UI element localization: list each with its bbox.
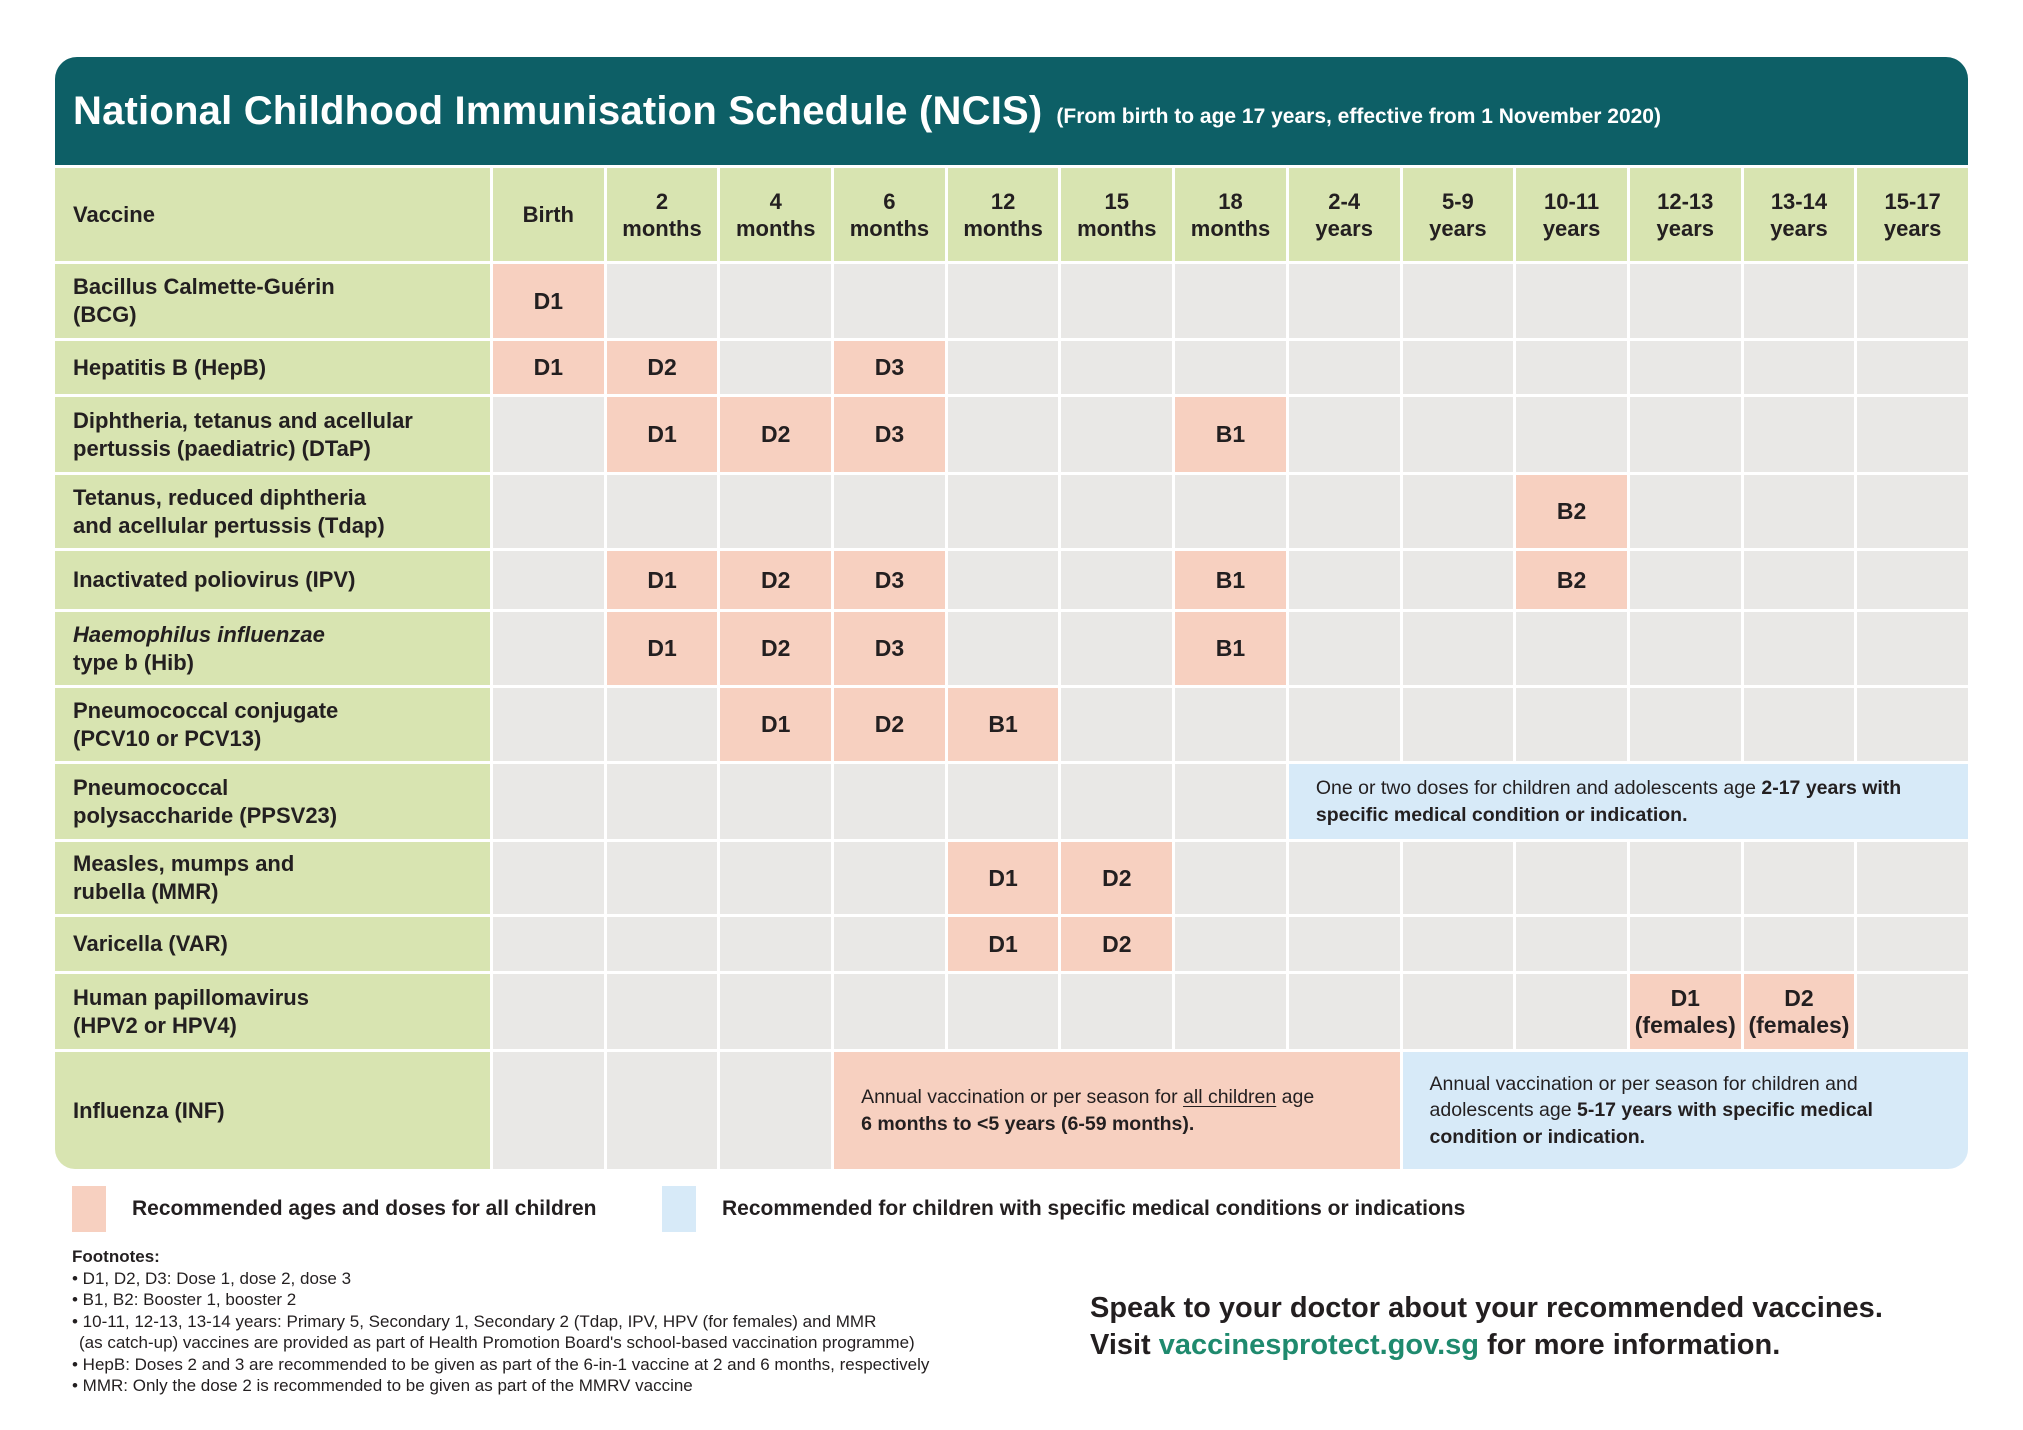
empty-cell [1516,974,1627,1049]
empty-cell [493,397,604,472]
empty-cell [1744,612,1855,685]
dose-cell: D1 (females) [1630,974,1741,1049]
empty-cell [1175,264,1286,338]
dose-cell: D1 [607,551,718,609]
empty-cell [1857,917,1968,971]
dose-cell: B2 [1516,475,1627,548]
empty-cell [948,475,1059,548]
empty-cell [1630,612,1741,685]
cta-visit-text: Visit [1090,1329,1159,1361]
vaccine-name: Bacillus Calmette-Guérin (BCG) [55,264,490,338]
empty-cell [1403,688,1514,761]
legend-item-medical-conditions [662,1186,1465,1232]
empty-cell [1857,341,1968,394]
column-header-vaccine: Vaccine [55,168,490,261]
empty-cell [1175,688,1286,761]
empty-cell [1630,917,1741,971]
empty-cell [1403,551,1514,609]
column-header: 18 months [1175,168,1286,261]
website-link[interactable]: vaccinesprotect.gov.sg [1158,1329,1479,1361]
empty-cell [1403,612,1514,685]
footnotes-heading: Footnotes: [72,1247,160,1266]
column-header: 13-14 years [1744,168,1855,261]
vaccine-name: Inactivated poliovirus (IPV) [55,551,490,609]
empty-cell [720,842,831,914]
dose-cell: D2 [607,341,718,394]
dose-cell: D2 [1061,917,1172,971]
dose-cell: D1 [607,397,718,472]
column-header: 15-17 years [1857,168,1968,261]
empty-cell [948,612,1059,685]
column-header: 10-11 years [1516,168,1627,261]
pink-swatch-icon [72,1186,106,1232]
page-title: National Childhood Immunisation Schedule (NCIS) [73,88,1043,133]
empty-cell [1744,917,1855,971]
dose-cell: D2 [1061,842,1172,914]
empty-cell [1175,764,1286,839]
empty-cell [1857,974,1968,1049]
empty-cell [1857,475,1968,548]
vaccine-name: Varicella (VAR) [55,917,490,971]
empty-cell [948,341,1059,394]
empty-cell [607,917,718,971]
empty-cell [948,974,1059,1049]
call-to-action [1090,1290,1883,1364]
empty-cell [607,974,718,1049]
empty-cell [834,264,945,338]
dose-cell: D1 [493,341,604,394]
empty-cell [948,551,1059,609]
empty-cell [1061,264,1172,338]
empty-cell [1061,341,1172,394]
empty-cell [1630,842,1741,914]
empty-cell [1289,917,1400,971]
immunisation-schedule-table [55,168,1968,1169]
empty-cell [1289,612,1400,685]
empty-cell [1516,917,1627,971]
empty-cell [1289,475,1400,548]
cta-line2 [1090,1327,1883,1364]
empty-cell [1630,551,1741,609]
dose-cell: D1 [607,612,718,685]
dose-cell: D3 [834,341,945,394]
empty-cell [948,264,1059,338]
empty-cell [948,764,1059,839]
empty-cell [493,688,604,761]
empty-cell [1061,397,1172,472]
empty-cell [1175,842,1286,914]
empty-cell [1516,688,1627,761]
empty-cell [1175,475,1286,548]
empty-cell [1744,264,1855,338]
footnote-line: (as catch-up) vaccines are provided as part of Health Promotion Board's school-based vaccination programme) [79,1333,915,1352]
empty-cell [720,764,831,839]
empty-cell [607,264,718,338]
vaccine-name: Measles, mumps and rubella (MMR) [55,842,490,914]
note-pink-cell: Annual vaccination or per season for all children age 6 months to <5 years (6-59 months). [834,1052,1399,1169]
empty-cell [1516,341,1627,394]
empty-cell [1857,688,1968,761]
empty-cell [1061,551,1172,609]
empty-cell [720,974,831,1049]
dose-cell: B1 [1175,551,1286,609]
column-header: Birth [493,168,604,261]
dose-cell: D2 (females) [1744,974,1855,1049]
empty-cell [493,917,604,971]
blue-swatch-icon [662,1186,696,1232]
column-header: 12-13 years [1630,168,1741,261]
note-blue-cell: One or two doses for children and adolescents age 2-17 years with specific medical condition or indication. [1289,764,1968,839]
empty-cell [720,917,831,971]
vaccine-name: Human papillomavirus (HPV2 or HPV4) [55,974,490,1049]
dose-cell: D3 [834,397,945,472]
empty-cell [1403,974,1514,1049]
footnote-line: • HepB: Doses 2 and 3 are recommended to be given as part of the 6-in-1 vaccine at 2 and 6 months, respectively [72,1354,930,1374]
empty-cell [493,1052,604,1169]
empty-cell [607,764,718,839]
empty-cell [493,842,604,914]
empty-cell [493,551,604,609]
empty-cell [493,974,604,1049]
empty-cell [1630,475,1741,548]
empty-cell [1630,688,1741,761]
empty-cell [1289,688,1400,761]
dose-cell: B1 [1175,397,1286,472]
dose-cell: D2 [834,688,945,761]
empty-cell [1289,397,1400,472]
title-banner [55,57,1968,165]
dose-cell: D2 [720,612,831,685]
vaccine-name: Pneumococcal conjugate (PCV10 or PCV13) [55,688,490,761]
empty-cell [1744,842,1855,914]
dose-cell: D1 [720,688,831,761]
dose-cell: B2 [1516,551,1627,609]
dose-cell: D1 [948,917,1059,971]
legend-label: Recommended for children with specific medical conditions or indications [722,1197,1466,1220]
empty-cell [493,764,604,839]
empty-cell [1744,341,1855,394]
empty-cell [1516,397,1627,472]
column-header: 4 months [720,168,831,261]
empty-cell [493,612,604,685]
empty-cell [1857,842,1968,914]
empty-cell [1744,688,1855,761]
empty-cell [1744,397,1855,472]
note-blue-cell: Annual vaccination or per season for children and adolescents age 5-17 years with specific medical condition or indication. [1403,1052,1968,1169]
column-header: 2-4 years [1289,168,1400,261]
column-header: 2 months [607,168,718,261]
empty-cell [1289,974,1400,1049]
empty-cell [720,475,831,548]
empty-cell [493,475,604,548]
empty-cell [1175,974,1286,1049]
empty-cell [1403,842,1514,914]
empty-cell [1516,842,1627,914]
empty-cell [1516,264,1627,338]
empty-cell [834,764,945,839]
vaccine-name: Pneumococcal polysaccharide (PPSV23) [55,764,490,839]
footnote-line: • 10-11, 12-13, 13-14 years: Primary 5, Secondary 1, Secondary 2 (Tdap, IPV, HPV (for females) and MMR [72,1311,877,1331]
empty-cell [948,397,1059,472]
empty-cell [1744,551,1855,609]
empty-cell [1403,475,1514,548]
empty-cell [607,1052,718,1169]
footnote-line: • MMR: Only the dose 2 is recommended to be given as part of the MMRV vaccine [72,1376,693,1395]
dose-cell: D3 [834,551,945,609]
empty-cell [1630,397,1741,472]
vaccine-name: Haemophilus influenzae type b (Hib) [55,612,490,685]
empty-cell [1744,475,1855,548]
empty-cell [834,974,945,1049]
footnote-line: • D1, D2, D3: Dose 1, dose 2, dose 3 [72,1268,352,1288]
empty-cell [1857,397,1968,472]
empty-cell [607,475,718,548]
empty-cell [720,341,831,394]
dose-cell: D2 [720,397,831,472]
cta-line1: Speak to your doctor about your recommended vaccines. [1090,1292,1883,1324]
dose-cell: B1 [948,688,1059,761]
empty-cell [607,688,718,761]
vaccine-name: Diphtheria, tetanus and acellular pertussis (paediatric) (DTaP) [55,397,490,472]
empty-cell [1175,917,1286,971]
footnote-line: • B1, B2: Booster 1, booster 2 [72,1290,297,1309]
empty-cell [834,475,945,548]
empty-cell [1630,264,1741,338]
dose-cell: B1 [1175,612,1286,685]
dose-cell: D2 [720,551,831,609]
empty-cell [834,842,945,914]
column-header: 15 months [1061,168,1172,261]
empty-cell [1516,612,1627,685]
cta-more-info-text: for more information. [1478,1329,1781,1361]
column-header: 12 months [948,168,1059,261]
empty-cell [1061,764,1172,839]
empty-cell [1857,551,1968,609]
empty-cell [720,264,831,338]
empty-cell [1061,688,1172,761]
empty-cell [1857,264,1968,338]
footnotes [72,1246,929,1397]
page-subtitle: (From birth to age 17 years, effective from 1 November 2020) [1056,105,1661,128]
empty-cell [1289,842,1400,914]
empty-cell [1403,264,1514,338]
empty-cell [1061,612,1172,685]
dose-cell: D1 [948,842,1059,914]
column-header: 5-9 years [1403,168,1514,261]
empty-cell [834,917,945,971]
empty-cell [1403,917,1514,971]
dose-cell: D1 [493,264,604,338]
vaccine-name: Tetanus, reduced diphtheria and acellular pertussis (Tdap) [55,475,490,548]
empty-cell [1289,341,1400,394]
vaccine-name: Influenza (INF) [55,1052,490,1169]
empty-cell [1175,341,1286,394]
empty-cell [1857,612,1968,685]
empty-cell [1061,974,1172,1049]
empty-cell [720,1052,831,1169]
dose-cell: D3 [834,612,945,685]
empty-cell [1403,397,1514,472]
column-header: 6 months [834,168,945,261]
empty-cell [1403,341,1514,394]
empty-cell [1630,341,1741,394]
empty-cell [1289,264,1400,338]
empty-cell [1289,551,1400,609]
legend [72,1186,1972,1236]
empty-cell [1061,475,1172,548]
legend-item-all-children [72,1186,596,1232]
empty-cell [607,842,718,914]
legend-label: Recommended ages and doses for all children [132,1197,597,1220]
vaccine-name: Hepatitis B (HepB) [55,341,490,394]
